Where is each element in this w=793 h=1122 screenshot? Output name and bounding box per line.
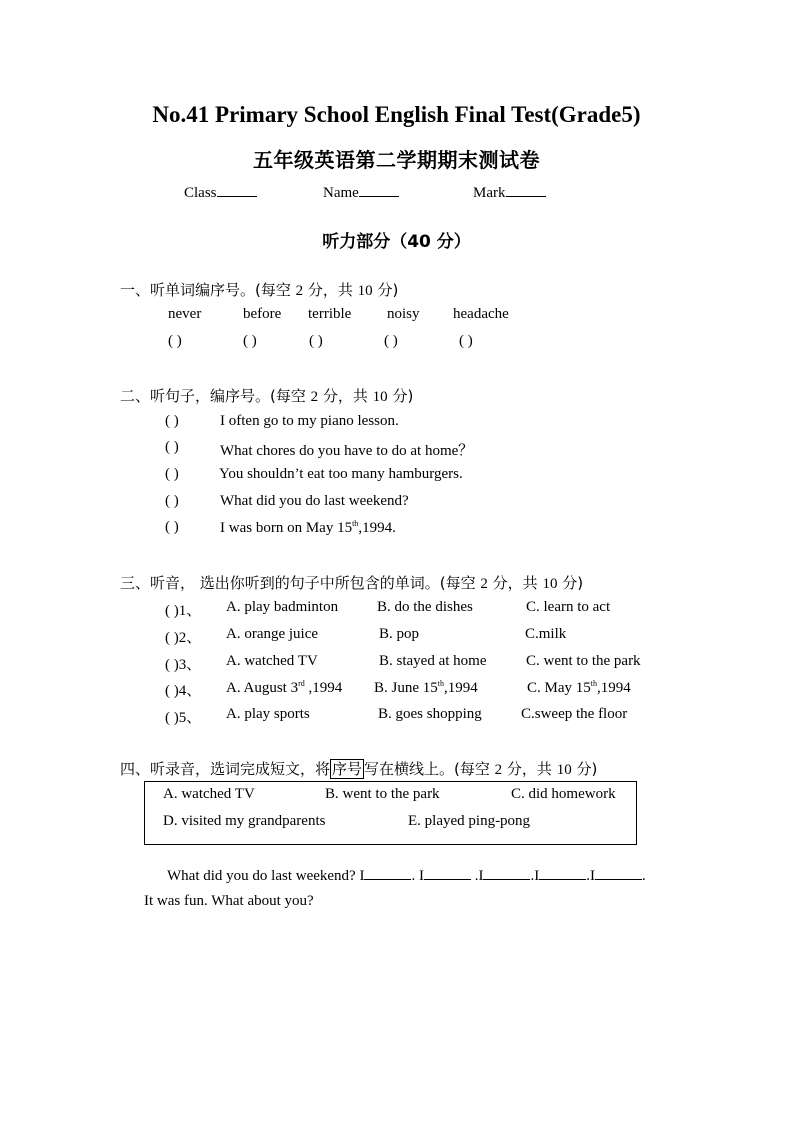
choice-a: A. watched TV <box>226 653 318 669</box>
choice-c-text: C. May 15 <box>527 680 591 696</box>
sentence-item <box>220 519 396 537</box>
choice-row <box>165 679 201 700</box>
choice-row <box>165 599 201 620</box>
answer-blank[interactable] <box>364 866 411 880</box>
answer-paren[interactable]: ( ) <box>165 630 179 646</box>
passage-line-1 <box>167 866 646 885</box>
word-item: headache <box>453 306 509 322</box>
answer-paren[interactable]: ( ) <box>168 333 182 349</box>
choice-a-tail: ,1994 <box>304 680 343 696</box>
choice-number: 1、 <box>178 603 202 619</box>
word-item: before <box>243 306 282 322</box>
answer-paren[interactable]: ( ) <box>165 439 179 455</box>
mark-blank[interactable] <box>506 182 546 197</box>
ordinal-suffix: th <box>352 519 359 528</box>
test-subtitle: 五年级英语第二学期期末测试卷 <box>253 148 540 172</box>
name-label: Name <box>323 185 359 201</box>
answer-paren[interactable]: ( ) <box>309 333 323 349</box>
answer-paren[interactable]: ( ) <box>384 333 398 349</box>
passage-line-2: It was fun. What about you? <box>144 893 314 909</box>
section4-heading-text-4: 分) <box>571 760 598 778</box>
ordinal-suffix: rd <box>298 679 305 688</box>
answer-paren[interactable]: ( ) <box>165 493 179 509</box>
section1-points: 2 <box>295 283 304 299</box>
section4-heading-text: 四、听录音，选词完成短文，将 <box>120 760 331 778</box>
answer-paren[interactable]: ( ) <box>165 519 179 535</box>
mark-label: Mark <box>473 185 506 201</box>
choice-c <box>527 679 631 697</box>
answer-paren[interactable]: ( ) <box>459 333 473 349</box>
choice-b-tail: ,1994 <box>443 680 478 696</box>
sentence-item: I often go to my piano lesson. <box>220 413 399 429</box>
choice-b <box>374 679 478 697</box>
answer-paren[interactable]: ( ) <box>165 603 179 619</box>
passage-sep: . I <box>411 868 424 884</box>
choice-b-text: B. June 15 <box>374 680 438 696</box>
choice-number: 2、 <box>178 630 202 646</box>
choice-b: B. stayed at home <box>379 653 487 669</box>
choice-row <box>165 653 201 674</box>
answer-paren[interactable]: ( ) <box>165 413 179 429</box>
ordinal-suffix: th <box>437 679 444 688</box>
section1-heading-text-3: 分) <box>372 281 399 299</box>
choice-c: C.milk <box>525 626 567 642</box>
sentence-item: What did you do last weekend? <box>220 493 409 509</box>
word-item: never <box>168 306 202 322</box>
choice-c: C. learn to act <box>526 599 611 615</box>
sentence-text: I was born on May 15 <box>220 520 353 536</box>
section4-total: 10 <box>556 762 572 778</box>
answer-paren[interactable]: ( ) <box>165 657 179 673</box>
word-bank-option: B. went to the park <box>325 786 440 802</box>
sentence-item: What chores do you have to do at home？ <box>220 443 474 459</box>
section3-heading-text-2: 分，共 <box>487 574 543 592</box>
section4-heading-text-3: 分，共 <box>502 760 557 778</box>
mark-field <box>473 182 546 202</box>
choice-a: A. orange juice <box>226 626 319 642</box>
ordinal-suffix: th <box>590 679 597 688</box>
choice-a <box>226 679 342 697</box>
choice-number: 5、 <box>178 710 202 726</box>
class-label: Class <box>184 185 217 201</box>
section2-heading-text-2: 分，共 <box>318 387 373 405</box>
word-item: terrible <box>308 306 352 322</box>
section1-heading <box>120 279 398 300</box>
answer-paren[interactable]: ( ) <box>165 710 179 726</box>
listening-heading: 听力部分（40 分） <box>322 232 471 252</box>
answer-blank[interactable] <box>595 866 642 880</box>
choice-c: C. went to the park <box>526 653 641 669</box>
class-blank[interactable] <box>217 182 257 197</box>
passage-sep: .I <box>470 868 484 884</box>
passage-end: . <box>641 868 646 884</box>
answer-paren[interactable]: ( ) <box>243 333 257 349</box>
choice-c: C.sweep the floor <box>521 706 628 722</box>
sentence-tail: ,1994. <box>358 520 396 536</box>
answer-blank[interactable] <box>483 866 530 880</box>
name-blank[interactable] <box>359 182 399 197</box>
answer-paren[interactable]: ( ) <box>165 466 179 482</box>
section3-heading-text-3: 分) <box>557 574 584 592</box>
passage-text: What did you do last weekend? I <box>167 868 365 884</box>
sentence-item: You shouldn’t eat too many hamburgers. <box>219 466 463 482</box>
section2-total: 10 <box>372 389 388 405</box>
section2-heading-text: 二、听句子，编序号。(每空 <box>120 387 311 405</box>
word-bank-option: C. did homework <box>511 786 616 802</box>
test-title: No.41 Primary School English Final Test(Grade5) <box>152 102 641 127</box>
answer-blank[interactable] <box>424 866 471 880</box>
section4-points: 2 <box>494 762 503 778</box>
section1-heading-text-2: 分，共 <box>303 281 358 299</box>
choice-b: B. do the dishes <box>377 599 473 615</box>
section4-heading <box>120 758 597 779</box>
passage-sep: .I <box>530 868 540 884</box>
section3-points: 2 <box>480 576 488 592</box>
word-item: noisy <box>387 306 420 322</box>
choice-number: 3、 <box>178 657 202 673</box>
choice-a-text: A. August 3 <box>226 680 299 696</box>
section3-heading-text: 三、听音， 选出你听到的句子中所包含的单词。(每空 <box>120 574 481 592</box>
word-bank-option: A. watched TV <box>163 786 255 802</box>
name-field <box>323 182 399 202</box>
choice-number: 4、 <box>178 683 202 699</box>
passage-sep: .I <box>586 868 595 884</box>
answer-blank[interactable] <box>539 866 586 880</box>
section2-heading-text-3: 分) <box>387 387 414 405</box>
word-bank-option: D. visited my grandparents <box>163 813 326 829</box>
choice-row <box>165 626 201 647</box>
section3-total: 10 <box>542 576 558 592</box>
choice-row <box>165 706 201 727</box>
choice-a: A. play badminton <box>226 599 339 615</box>
section4-boxed-word: 序号 <box>332 760 363 778</box>
section1-total: 10 <box>357 283 373 299</box>
answer-paren[interactable]: ( ) <box>165 683 179 699</box>
section2-points: 2 <box>310 389 319 405</box>
choice-c-tail: ,1994 <box>596 680 631 696</box>
section3-heading <box>120 572 583 593</box>
choice-a: A. play sports <box>226 706 310 722</box>
choice-b: B. pop <box>379 626 420 642</box>
section2-heading <box>120 385 413 406</box>
choice-b: B. goes shopping <box>378 706 482 722</box>
class-field <box>184 182 257 202</box>
word-bank-option: E. played ping-pong <box>408 813 531 829</box>
section4-heading-text-2: 写在横线上。(每空 <box>364 760 495 778</box>
section1-heading-text: 一、听单词编序号。(每空 <box>120 281 296 299</box>
